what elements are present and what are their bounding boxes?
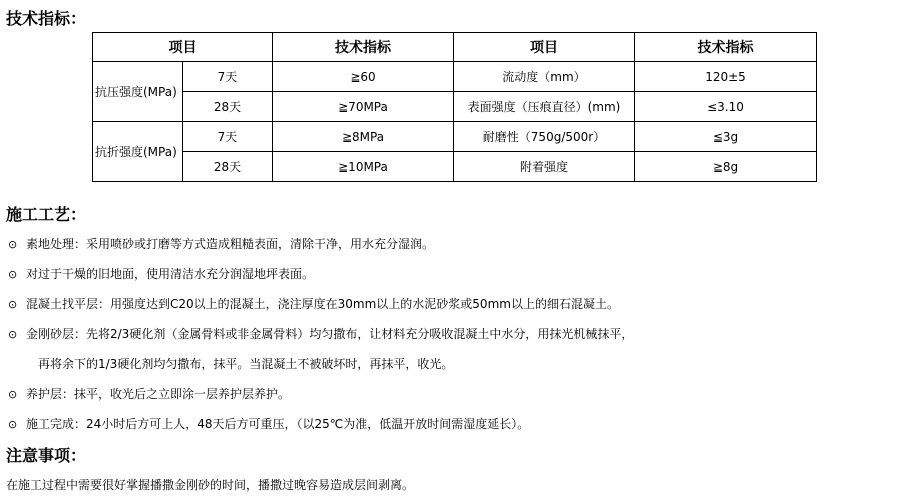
header-item: 项目 [93, 33, 273, 62]
sub-period: 7天 [183, 122, 273, 152]
step-text: 养护层：抹平，收光后之立即涂一层养护层养护。 [26, 387, 291, 401]
spec-value: ≧10MPa [273, 152, 454, 182]
group-compressive: 抗压强度(MPa) [93, 62, 183, 122]
spec-value: ≧8MPa [273, 122, 454, 152]
item-name: 流动度（mm） [454, 62, 635, 92]
sub-period: 28天 [183, 152, 273, 182]
table-row [93, 92, 817, 122]
sub-period: 28天 [183, 92, 273, 122]
group-flexural: 抗折强度(MPa) [93, 122, 183, 182]
step-continuation: 再将余下的1/3硬化剂均匀撒布，抹平。当混凝土不被破坏时，再抹平，收光。 [38, 357, 454, 371]
list-item [8, 386, 290, 403]
list-item [8, 326, 633, 343]
sub-period: 7天 [183, 62, 273, 92]
item-name: 表面强度（压痕直径）(mm) [454, 92, 635, 122]
spec-value-2: ≤3.10 [635, 92, 817, 122]
header-spec-2: 技术指标 [635, 33, 817, 62]
list-item [8, 236, 434, 253]
list-item [8, 296, 619, 313]
step-text: 素地处理：采用喷砂或打磨等方式造成粗糙表面，清除干净，用水充分湿润。 [26, 237, 435, 251]
table-row [93, 62, 817, 92]
bullet-icon: ⊙ [8, 268, 18, 281]
bullet-icon: ⊙ [8, 418, 18, 431]
step-text: 混凝土找平层：用强度达到C20以上的混凝土，浇注厚度在30mm以上的水泥砂浆或50mm以上的细石混凝土。 [26, 297, 619, 311]
bullet-icon: ⊙ [8, 388, 18, 401]
list-item [8, 266, 314, 283]
item-name: 附着强度 [454, 152, 635, 182]
step-text: 金刚砂层：先将2/3硬化剂（金属骨料或非金属骨料）均匀撒布，让材料充分吸收混凝土中水分，用抹光机械抹平， [26, 327, 634, 341]
table-row [93, 122, 817, 152]
spec-value: ≧60 [273, 62, 454, 92]
spec-value-2: 120±5 [635, 62, 817, 92]
bullet-icon: ⊙ [8, 328, 18, 341]
header-item-2: 项目 [454, 33, 635, 62]
bullet-icon: ⊙ [8, 238, 18, 251]
spec-value-2: ≧8g [635, 152, 817, 182]
spec-table [92, 32, 817, 182]
table-row [93, 152, 817, 182]
spec-value: ≧70MPa [273, 92, 454, 122]
heading-notes: 注意事项： [6, 446, 87, 465]
list-item [8, 416, 529, 433]
header-spec: 技术指标 [273, 33, 454, 62]
heading-process: 施工工艺： [6, 205, 87, 224]
spec-value-2: ≦3g [635, 122, 817, 152]
step-text: 对过于干燥的旧地面，使用清洁水充分润湿地坪表面。 [26, 267, 315, 281]
note-text: 在施工过程中需要很好掌握播撒金刚砂的时间，播撒过晚容易造成层间剥离。 [6, 478, 415, 492]
table-header-row [93, 33, 817, 62]
item-name: 耐磨性（750g/500r） [454, 122, 635, 152]
step-text: 施工完成：24小时后方可上人，48天后方可重压，（以25℃为准，低温开放时间需湿度延长）。 [26, 417, 530, 431]
heading-tech-specs: 技术指标： [6, 9, 87, 28]
bullet-icon: ⊙ [8, 298, 18, 311]
